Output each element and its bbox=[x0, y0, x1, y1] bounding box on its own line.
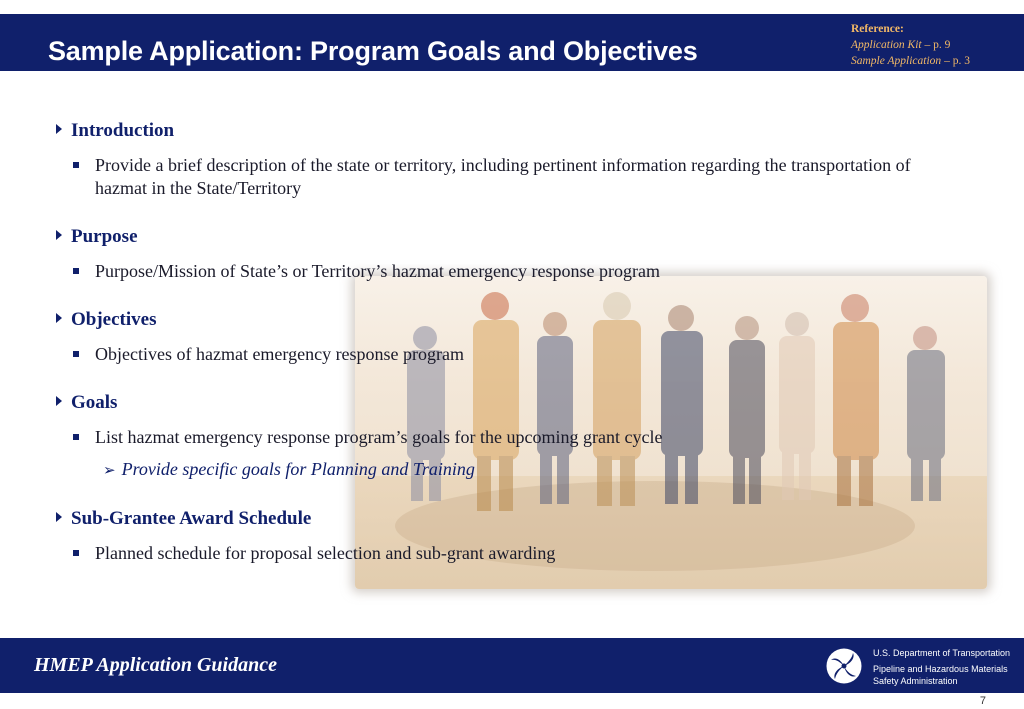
reference-line-2: Sample Application – p. 3 bbox=[851, 55, 970, 67]
bullet-purpose: Purpose/Mission of State’s or Territory’s hazmat emergency response program bbox=[73, 260, 953, 283]
triangle-right-icon bbox=[56, 230, 62, 240]
bullet-sub-grantee: Planned schedule for proposal selection and sub-grant awarding bbox=[73, 542, 953, 565]
triangle-right-icon bbox=[56, 313, 62, 323]
page-number: 7 bbox=[979, 695, 986, 707]
triangle-right-icon bbox=[56, 512, 62, 522]
sub-bullet-goals: ➢ Provide specific goals for Planning and Training bbox=[103, 459, 475, 479]
triangle-right-icon bbox=[56, 124, 62, 134]
bullet-introduction: Provide a brief description of the state or territory, including pertinent information regarding the transportation of hazmat in the State/Territory bbox=[73, 154, 953, 200]
dot-triskelion-logo-icon bbox=[826, 648, 862, 684]
footer-title: HMEP Application Guidance bbox=[34, 654, 277, 676]
triangle-right-icon bbox=[56, 396, 62, 406]
agency-name: U.S. Department of Transportation Pipeline and Hazardous Materials Safety Administration bbox=[873, 648, 1011, 686]
square-bullet-icon bbox=[73, 434, 79, 440]
section-heading-introduction: Introduction bbox=[56, 120, 174, 142]
section-heading-goals: Goals bbox=[56, 392, 117, 414]
section-heading-sub-grantee: Sub-Grantee Award Schedule bbox=[56, 508, 311, 530]
square-bullet-icon bbox=[73, 351, 79, 357]
slide-title: Sample Application: Program Goals and Objectives bbox=[48, 36, 698, 66]
bullet-objectives: Objectives of hazmat emergency response program bbox=[73, 343, 953, 366]
square-bullet-icon bbox=[73, 550, 79, 556]
square-bullet-icon bbox=[73, 268, 79, 274]
section-heading-objectives: Objectives bbox=[56, 309, 156, 331]
reference-label: Reference: bbox=[851, 23, 904, 35]
square-bullet-icon bbox=[73, 162, 79, 168]
reference-line-1: Application Kit – p. 9 bbox=[851, 39, 951, 51]
bullet-goals: List hazmat emergency response program’s goals for the upcoming grant cycle bbox=[73, 426, 953, 449]
section-heading-purpose: Purpose bbox=[56, 226, 138, 248]
arrow-bullet-icon: ➢ bbox=[103, 463, 116, 479]
